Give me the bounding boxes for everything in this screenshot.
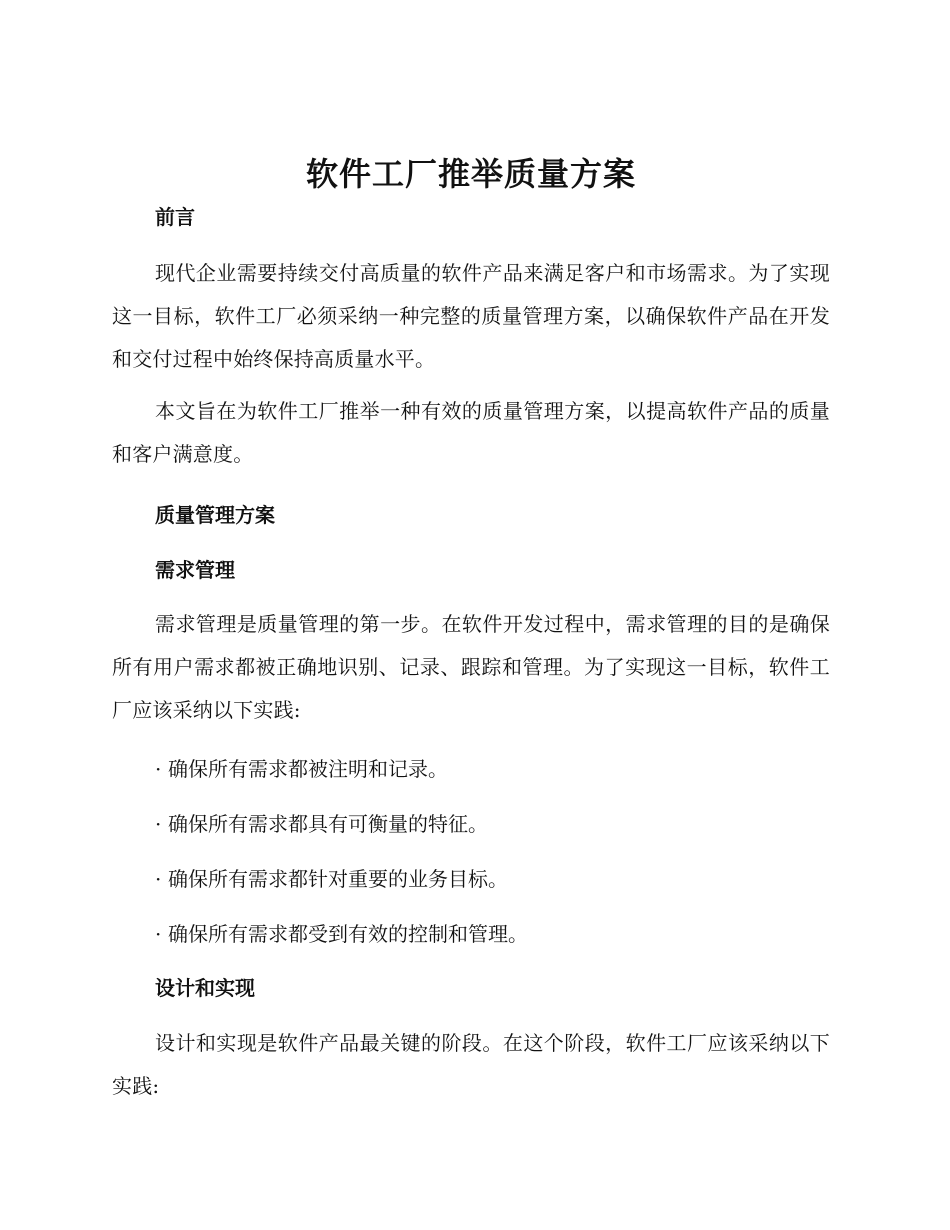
list-item bbox=[112, 919, 830, 949]
list-item-text: 确保所有需求都受到有效的控制和管理。 bbox=[168, 922, 528, 946]
design-paragraph: 设计和实现是软件产品最关键的阶段。在这个阶段，软件工厂应该采纳以下实践: bbox=[112, 1031, 830, 1098]
requirements-paragraph: 需求管理是质量管理的第一步。在软件开发过程中，需求管理的目的是确保所有用户需求都被正确地识别、记录、跟踪和管理。为了实现这一目标，软件工厂应该采纳以下实践: bbox=[112, 612, 830, 722]
bullet-icon: · bbox=[155, 812, 162, 836]
preface-paragraph-2: 本文旨在为软件工厂推举一种有效的质量管理方案，以提高软件产品的质量和客户满意度。 bbox=[112, 399, 830, 466]
list-item bbox=[112, 809, 830, 839]
bullet-icon: · bbox=[155, 867, 162, 891]
section-heading-design: 设计和实现 bbox=[155, 976, 255, 1000]
section-heading-preface: 前言 bbox=[155, 205, 195, 229]
list-item bbox=[112, 864, 830, 894]
bullet-icon: · bbox=[155, 757, 162, 781]
list-item-text: 确保所有需求都被注明和记录。 bbox=[168, 757, 448, 781]
section-heading-quality-management: 质量管理方案 bbox=[155, 503, 275, 527]
list-item-text: 确保所有需求都具有可衡量的特征。 bbox=[168, 812, 488, 836]
document-title: 软件工厂推举质量方案 bbox=[305, 155, 636, 193]
requirements-bullet-list bbox=[112, 754, 830, 949]
section-heading-requirements: 需求管理 bbox=[155, 558, 235, 582]
preface-paragraph-1: 现代企业需要持续交付高质量的软件产品来满足客户和市场需求。为了实现这一目标，软件工厂必须采纳一种完整的质量管理方案，以确保软件产品在开发和交付过程中始终保持高质量水平。 bbox=[112, 261, 830, 371]
bullet-icon: · bbox=[155, 922, 162, 946]
list-item bbox=[112, 754, 830, 784]
list-item-text: 确保所有需求都针对重要的业务目标。 bbox=[168, 867, 508, 891]
